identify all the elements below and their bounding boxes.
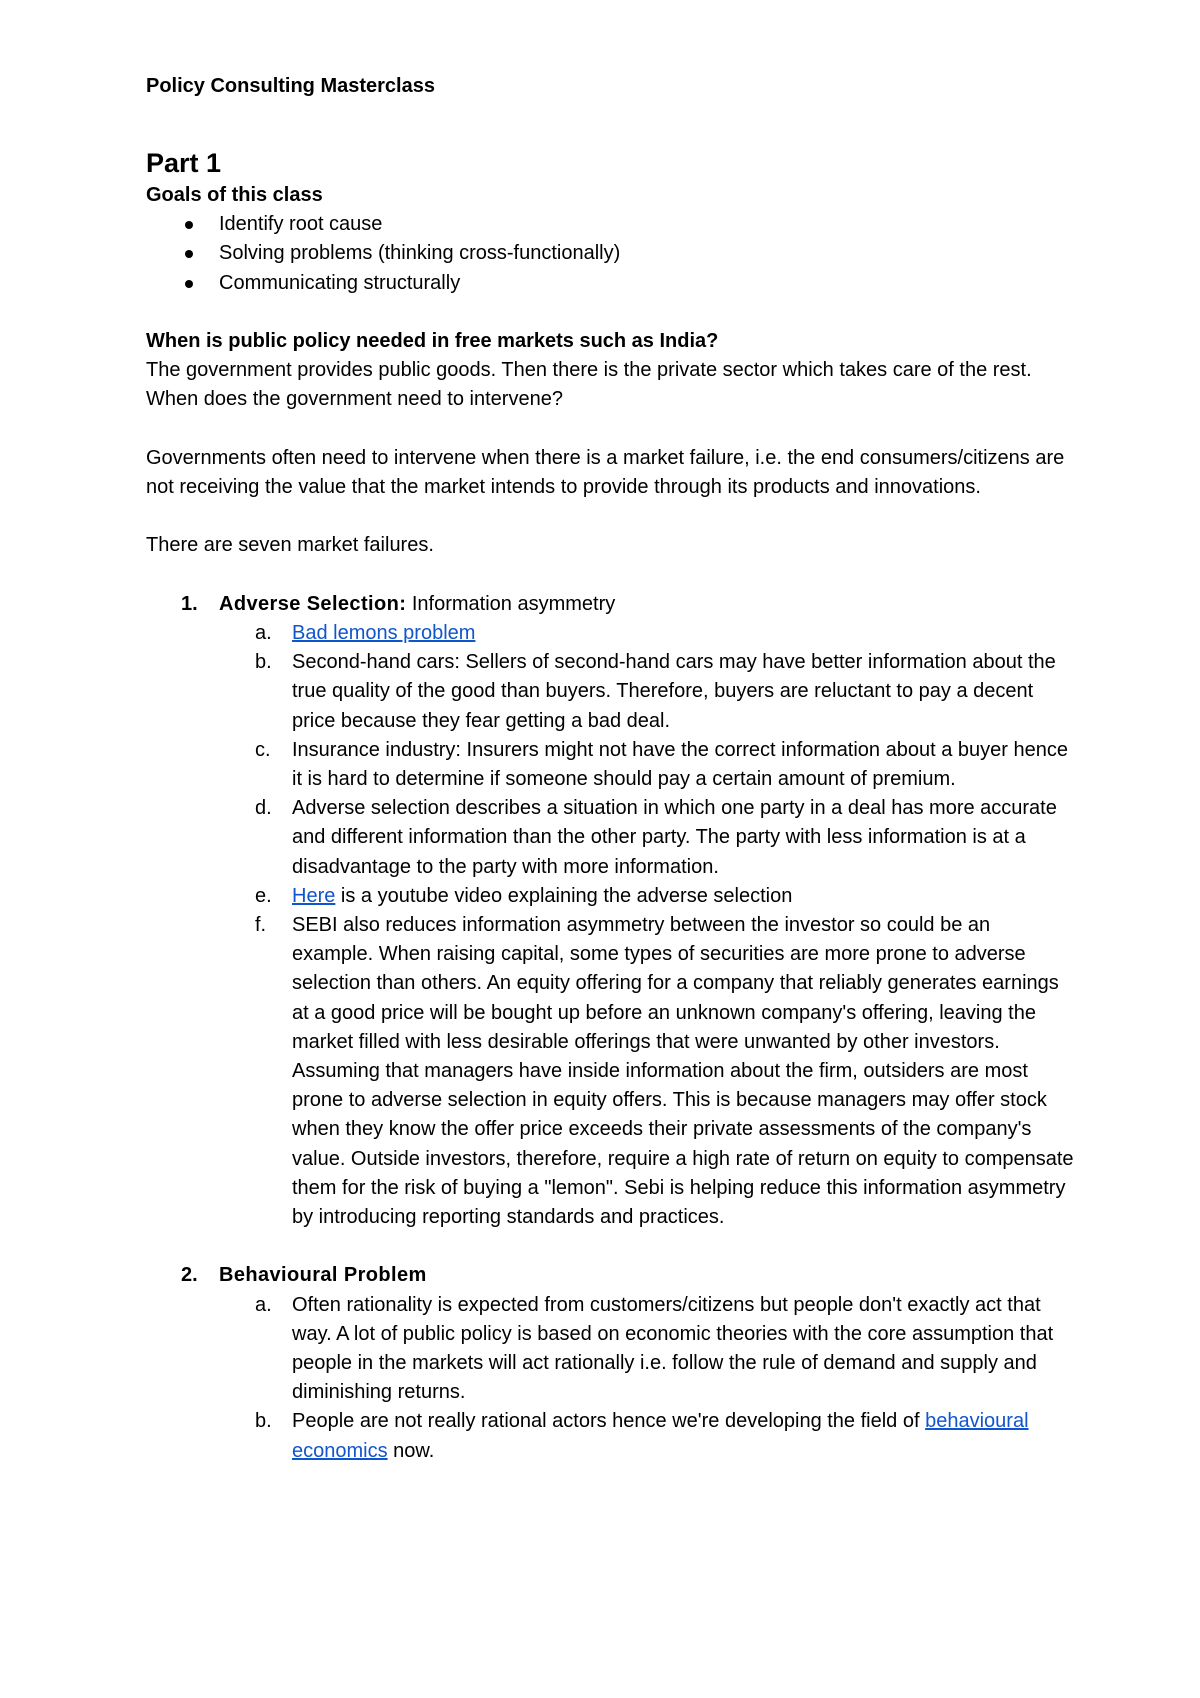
blank-line (146, 415, 1076, 444)
list-letter: b. (255, 1410, 272, 1433)
market-failure-heading (219, 590, 1076, 619)
question-paragraph-2: Governments often need to intervene when there is a market failure, i.e. the end consumers/citizens are not receiving the value that the market intends to provide through its products and innovations. (146, 446, 1065, 498)
sub-item-text: Often rationality is expected from customers/citizens but people don't exactly act that way. A lot of public policy is based on economic theories with the core assumption that people in the markets will act rationally i.e. follow the rule of demand and supply and diminishing returns. (292, 1293, 1054, 1404)
market-failures-list (146, 590, 1076, 1466)
youtube-video-link[interactable]: Here (292, 884, 336, 907)
list-spacer (146, 1232, 1076, 1261)
bad-lemons-link[interactable]: Bad lemons problem (292, 621, 476, 644)
sub-item-text: Insurance industry: Insurers might not have the correct information about a buyer hence it is hard to determine if someone should pay a certain amount of premium. (292, 738, 1068, 790)
market-failure-item (146, 1261, 1076, 1465)
document-body (146, 145, 1076, 1466)
behavioural-economics-link[interactable]: behavioural economics (292, 1410, 1029, 1462)
goals-heading: Goals of this class (146, 184, 323, 206)
sub-item-text: is a youtube video explaining the adverse selection (335, 884, 793, 907)
sub-item-text: SEBI also reduces information asymmetry between the investor so could be an example. When raising capital, some types of securities are more prone to adverse selection than others. An equity offering for a company that reliably generates earnings at a good price will be bought up before an unknown company's offering, leaving the market filled with less desirable offerings that were unwanted by other investors. Assuming that managers have inside information about the firm, outsiders are most prone to adverse selection in equity offers. This is because managers may offer stock when they know the offer price exceeds their private assessments of the company's value. Outside investors, therefore, require a high rate of return on equity to compensate them for the risk of buying a "lemon". Sebi is helping reduce this information asymmetry by introducing reporting standards and practices. (292, 914, 1074, 1229)
sub-list (219, 619, 1076, 1232)
list-letter: d. (255, 797, 272, 820)
list-letter: a. (255, 1293, 272, 1316)
bullet-icon (185, 250, 193, 258)
sub-item-text: now. (387, 1439, 435, 1462)
market-failure-item (146, 590, 1076, 1232)
sub-list-item (219, 736, 1076, 794)
goal-text: Solving problems (thinking cross-functionally) (219, 242, 621, 265)
sub-list-item (219, 911, 1076, 1232)
list-letter: b. (255, 651, 272, 674)
sub-list-item (219, 1407, 1076, 1465)
sub-list-item (219, 794, 1076, 882)
sub-item-text: Adverse selection describes a situation in which one party in a deal has more accurate and different information than the other party. The party with less information is at a disadvantage to the party with more information. (292, 797, 1057, 878)
goals-list (146, 210, 1076, 298)
sub-list-item (219, 1291, 1076, 1408)
list-letter: c. (255, 738, 271, 761)
blank-line (219, 1232, 1076, 1261)
goals-list-item (146, 210, 1076, 239)
market-failure-subtitle: Information asymmetry (406, 592, 616, 615)
bullet-icon (185, 221, 193, 229)
document-title: Policy Consulting Masterclass (146, 75, 435, 97)
blank-line (146, 298, 1076, 327)
question-heading: When is public policy needed in free markets such as India? (146, 330, 719, 352)
list-letter: a. (255, 621, 272, 644)
list-number: 2. (181, 1264, 198, 1287)
sub-list (219, 1291, 1076, 1466)
goal-text: Identify root cause (219, 213, 383, 236)
list-number: 1. (181, 592, 198, 615)
sub-list-item (219, 648, 1076, 736)
question-paragraph-1: The government provides public goods. Then there is the private sector which takes care of the rest. When does the government need to intervene? (146, 359, 1032, 411)
blank-line (146, 502, 1076, 531)
sub-item-text: Second-hand cars: Sellers of second-hand cars may have better information about the true quality of the good than buyers. Therefore, buyers are reluctant to pay a decent price because they fear getting a bad deal. (292, 651, 1056, 732)
sub-item-text: People are not really rational actors hence we're developing the field of (292, 1410, 926, 1433)
market-failure-title: Behavioural Problem (219, 1264, 427, 1287)
blank-line (146, 561, 1076, 590)
goals-list-item (146, 239, 1076, 268)
sub-list-item (219, 619, 1076, 648)
goals-list-item (146, 269, 1076, 298)
market-failure-title: Adverse Selection: (219, 592, 407, 615)
question-paragraph-3: There are seven market failures. (146, 534, 434, 557)
list-letter: e. (255, 884, 272, 907)
bullet-icon (185, 280, 193, 288)
part-heading: Part 1 (146, 148, 222, 178)
goal-text: Communicating structurally (219, 271, 461, 294)
market-failure-heading (219, 1261, 1076, 1290)
list-letter: f. (255, 914, 267, 937)
sub-list-item (219, 882, 1076, 911)
